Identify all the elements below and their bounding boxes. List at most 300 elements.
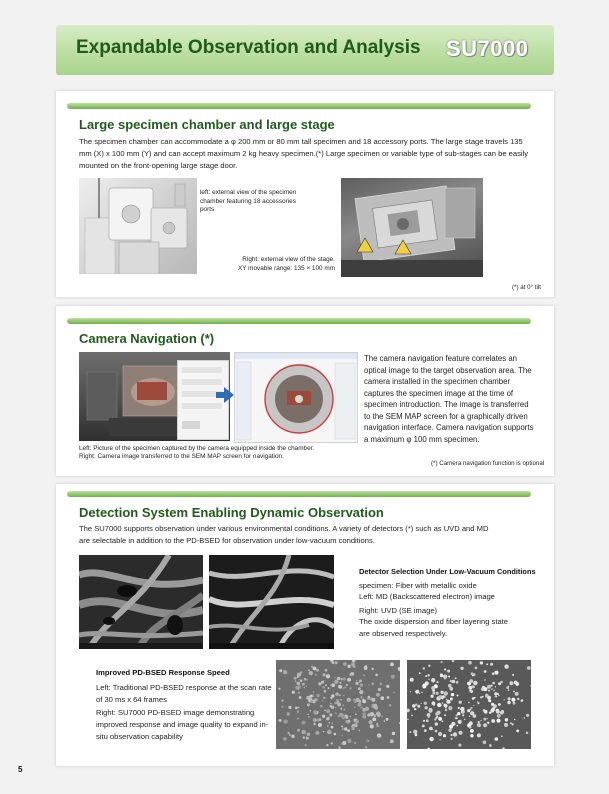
micrograph-particle [469,716,470,717]
micrograph-particle [487,685,491,689]
micrograph-particle [360,683,363,686]
section-divider-bar [67,103,531,109]
micrograph-particle [316,669,319,672]
micrograph-particle [493,690,495,692]
micrograph-particle [500,681,503,684]
micrograph-particle [367,713,370,716]
micrograph-particle [477,723,481,727]
micrograph-particle [291,735,295,739]
micrograph-particle [358,687,361,690]
micrograph-particle [514,681,518,685]
micrograph-particle [491,719,495,723]
micrograph-particle [470,721,471,722]
micrograph-particle [437,681,439,683]
micrograph-particle [316,731,320,735]
micrograph-particle [297,682,301,686]
micrograph-particle [467,709,470,712]
micrograph-particle [498,703,501,706]
sem-map-screenshot [234,352,358,443]
micrograph-particle [452,680,456,684]
micrograph-particle [415,704,417,706]
section-intro-detection-system: The SU7000 supports observation under various environmental conditions. A variety of detectors (*) such as UVD and MD are selectable in addition to the PD-BSED for observation under low-vacuum conditions. [79,524,489,545]
micrograph-particle [299,696,302,699]
section-title-large-chamber: Large specimen chamber and large stage [79,117,335,132]
micrograph-particle [304,678,307,681]
micrograph-particle [356,680,357,681]
micrograph-particle [472,685,475,688]
micrograph-particle [492,672,495,675]
micrograph-particle [450,680,452,682]
micrograph-particle [483,687,487,691]
micrograph-particle [521,699,524,702]
micrograph-particle [281,706,283,708]
micrograph-particle [424,684,427,687]
micrograph-particle [447,670,450,673]
caption-stage-right-1: Right: external view of the stage. [242,256,335,263]
stage-exterior-photo [341,178,483,277]
micrograph-particle [298,692,300,694]
micrograph-particle [421,692,422,693]
micrograph-particle [369,720,373,724]
chamber-exterior-photo [79,178,197,274]
micrograph-particle [297,729,300,732]
micrograph-particle [298,707,299,708]
micrograph-particle [362,712,366,716]
micrograph-particle [445,709,447,711]
micrograph-particle [301,721,305,725]
micrograph-particle [323,673,326,676]
micrograph-particle [320,705,323,708]
micrograph-particle [448,729,451,732]
micrograph-particle [511,698,515,702]
micrograph-particle [468,686,472,690]
micrograph-particle [353,665,356,668]
micrograph-particle [335,661,337,663]
micrograph-particle [428,674,430,676]
detector-description: The oxide dispersion and fiber layering state are observed respectively. [359,617,509,638]
micrograph-particle [363,674,365,676]
micrograph-particle [411,715,413,717]
micrograph-particle [398,667,400,671]
micrograph-particle [392,732,395,735]
micrograph-particle [386,685,389,688]
micrograph-particle [313,691,315,693]
detector-selection-heading: Detector Selection Under Low-Vacuum Conditions [359,567,536,576]
micrograph-particle [331,683,335,687]
micrograph-particle [302,683,305,686]
micrograph-particle [299,679,301,681]
micrograph-particle [305,744,307,746]
micrograph-particle [464,719,465,720]
micrograph-particle [328,730,332,734]
micrograph-particle [439,739,440,740]
micrograph-particle [527,666,531,670]
micrograph-particle [431,686,435,690]
micrograph-particle [459,731,463,735]
micrograph-particle [359,690,363,694]
camera-specimen-photo [79,352,230,441]
micrograph-particle [315,674,317,676]
section-divider-bar [67,491,531,497]
micrograph-particle [313,710,317,714]
micrograph-particle [526,714,529,717]
micrograph-particle [318,682,321,685]
micrograph-particle [343,677,346,680]
micrograph-particle [346,684,348,686]
pdbsed-right-description: Right: SU7000 PD-BSED image demonstrating improved response and image quality to expand in-situ observation capability [96,708,269,741]
pdbsed-su7000-image [407,660,531,749]
micrograph-particle [482,696,484,698]
micrograph-particle [480,696,482,698]
micrograph-particle [484,679,485,680]
micrograph-particle [450,698,453,701]
micrograph-particle [308,714,309,715]
micrograph-particle [322,715,325,718]
micrograph-particle [483,723,487,727]
micrograph-particle [306,737,309,740]
micrograph-particle [279,669,282,672]
pdbsed-traditional-image [276,660,400,749]
micrograph-particle [436,692,439,695]
micrograph-particle [513,702,516,705]
micrograph-particle [460,667,463,670]
micrograph-particle [308,669,310,671]
footnote-camera-optional: (*) Camera navigation function is optional [431,460,545,467]
micrograph-particle [484,670,487,673]
micrograph-particle [421,703,422,704]
micrograph-particle [350,672,354,676]
micrograph-particle [458,707,460,709]
detector-right-label: Right: UVD (SE image) [359,606,438,615]
micrograph-particle [380,683,383,686]
micrograph-particle [378,688,381,691]
micrograph-particle [423,667,425,669]
micrograph-particle [448,676,450,678]
micrograph-particle [470,707,472,709]
micrograph-particle [359,730,361,732]
micrograph-particle [337,677,341,681]
micrograph-particle [494,692,497,695]
micrograph-particle [443,734,446,737]
micrograph-particle [486,663,488,665]
micrograph-particle [458,720,461,723]
micrograph-particle [481,720,482,721]
micrograph-particle [504,723,508,727]
micrograph-particle [473,705,474,706]
micrograph-particle [342,704,344,706]
micrograph-particle [374,706,378,710]
micrograph-particle [513,691,515,693]
micrograph-particle [431,695,434,698]
micrograph-particle [342,735,343,736]
micrograph-particle [342,741,346,745]
micrograph-particle [451,734,453,736]
micrograph-particle [391,675,395,679]
micrograph-particle [376,693,380,697]
micrograph-particle [306,679,307,680]
micrograph-particle [389,704,392,707]
micrograph-particle [304,687,305,688]
micrograph-particle [487,722,489,724]
micrograph-particle [323,731,324,732]
micrograph-particle [483,741,487,745]
micrograph-particle [325,684,327,686]
micrograph-particle [344,709,346,711]
micrograph-particle [446,699,448,701]
micrograph-particle [362,699,366,703]
micrograph-particle [456,717,458,719]
micrograph-particle [491,688,492,689]
micrograph-particle [324,710,326,712]
micrograph-particle [432,701,436,705]
micrograph-particle [514,719,516,721]
micrograph-particle [319,718,322,721]
micrograph-particle [330,684,332,686]
micrograph-particle [484,710,487,713]
micrograph-particle [488,699,491,702]
micrograph-particle [287,712,290,715]
micrograph-particle [422,726,424,728]
micrograph-particle [318,723,322,727]
micrograph-particle [338,746,341,749]
micrograph-particle [489,712,491,714]
micrograph-particle [448,706,452,710]
micrograph-particle [497,714,501,718]
micrograph-particle [347,723,348,724]
caption-camera-right: Right: Camera image transferred to the SEM MAP screen for navigation. [79,453,284,460]
micrograph-particle [470,690,473,693]
micrograph-particle [515,692,519,696]
micrograph-particle [365,707,369,711]
micrograph-particle [517,698,519,700]
section-body-large-chamber: The specimen chamber can accommodate a φ 200 mm or 80 mm tall specimen and 18 accessory ports. The large stage travels 135 mm (X) x 100 mm (Y) and can accept maximum 2 kg heavy specimen.(*) Large specimen or variable type of sub-stages can be easily mounted on the front-opening large stage door. [79,137,529,170]
micrograph-particle [313,723,315,725]
micrograph-particle [485,694,489,698]
micrograph-particle [324,690,327,693]
micrograph-particle [390,663,394,667]
micrograph-particle [502,747,505,749]
micrograph-particle [495,737,499,741]
micrograph-particle [371,698,375,702]
micrograph-particle [281,699,283,701]
micrograph-particle [321,681,324,684]
micrograph-particle [307,703,310,706]
micrograph-particle [495,671,499,675]
micrograph-particle [316,694,319,697]
micrograph-particle [441,661,443,663]
micrograph-particle [307,733,310,736]
micrograph-particle [424,702,427,705]
micrograph-particle [429,737,433,741]
pdbsed-left-description: Left: Traditional PD-BSED response at the scan rate of 30 ms x 64 frames [96,683,272,704]
micrograph-particle [501,710,504,713]
micrograph-particle [297,718,299,720]
micrograph-particle [504,664,508,668]
micrograph-particle [279,719,282,722]
micrograph-particle [340,682,342,684]
micrograph-particle [508,697,511,700]
page-title: Expandable Observation and Analysis [76,37,421,58]
micrograph-particle [341,726,343,728]
micrograph-particle [332,661,335,664]
micrograph-particle [372,682,375,685]
micrograph-particle [292,691,295,694]
micrograph-particle [496,696,498,698]
micrograph-particle [331,742,333,744]
micrograph-particle [497,719,501,723]
micrograph-particle [322,700,323,701]
micrograph-particle [349,687,351,689]
micrograph-particle [512,674,514,676]
micrograph-particle [340,708,342,710]
micrograph-particle [435,722,438,725]
micrograph-particle [458,744,461,747]
micrograph-particle [457,725,459,727]
micrograph-particle [354,707,355,708]
micrograph-particle [492,682,495,685]
micrograph-particle [439,695,442,698]
micrograph-particle [342,728,344,730]
micrograph-particle [310,700,313,703]
micrograph-particle [283,670,287,674]
micrograph-particle [426,719,429,722]
micrograph-particle [390,739,394,743]
micrograph-particle [377,733,381,737]
micrograph-particle [491,685,493,687]
micrograph-particle [330,705,332,707]
micrograph-particle [294,677,297,680]
micrograph-particle [496,710,500,714]
micrograph-particle [457,695,459,697]
micrograph-particle [334,680,338,684]
micrograph-particle [425,675,427,677]
micrograph-particle [340,699,342,701]
micrograph-particle [288,732,290,734]
caption-chamber-left: left: external view of the specimen chamber featuring 18 accessories ports [200,189,297,213]
micrograph-particle [450,687,454,691]
micrograph-particle [478,721,480,723]
micrograph-particle [368,740,369,741]
micrograph-particle [501,735,503,737]
micrograph-particle [412,704,415,707]
micrograph-particle [456,714,458,716]
micrograph-particle [417,705,420,708]
micrograph-particle [470,729,474,733]
micrograph-particle [322,686,325,689]
micrograph-particle [347,678,351,682]
micrograph-particle [350,716,352,718]
micrograph-particle [399,722,400,723]
micrograph-particle [446,700,450,704]
micrograph-particle [425,706,428,709]
micrograph-particle [343,695,344,696]
micrograph-particle [372,668,374,670]
micrograph-particle [498,695,499,696]
micrograph-particle [468,702,470,704]
micrograph-particle [438,732,442,736]
micrograph-particle [338,685,342,689]
micrograph-particle [488,690,490,692]
micrograph-particle [335,692,338,695]
micrograph-particle [384,720,386,722]
micrograph-particle [475,667,478,670]
micrograph-particle [356,698,360,702]
micrograph-particle [330,703,332,705]
section-body-camera-navigation: The camera navigation feature correlates an optical image to the target observation area. The camera installed in the specimen chamber captures the specimen image at the time of specimen introduction. The image is transferred to the SEM MAP screen for a graphically driven navigation interface. Camera navigation supports a maximum φ 100 mm specimen. [364,354,534,444]
micrograph-particle [331,726,334,729]
micrograph-particle [424,729,427,732]
micrograph-particle [445,707,447,709]
micrograph-particle [365,746,367,748]
micrograph-particle [435,717,437,719]
micrograph-particle [437,703,441,707]
micrograph-particle [336,701,339,704]
micrograph-particle [432,729,433,730]
micrograph-particle [325,669,328,672]
micrograph-particle [495,686,496,687]
micrograph-particle [347,739,351,743]
micrograph-particle [459,701,462,704]
micrograph-particle [441,720,443,722]
micrograph-particle [288,706,291,709]
micrograph-particle [413,730,417,734]
micrograph-particle [342,714,344,716]
micrograph-particle [472,675,474,677]
micrograph-particle [432,692,435,695]
micrograph-particle [442,702,443,703]
micrograph-particle [423,720,425,722]
micrograph-particle [448,684,452,688]
micrograph-particle [387,696,390,699]
micrograph-particle [328,687,330,689]
micrograph-particle [317,699,319,701]
micrograph-particle [326,744,328,746]
micrograph-particle [469,726,472,729]
md-backscatter-image [79,555,203,649]
micrograph-particle [460,707,464,711]
micrograph-particle [352,660,355,662]
micrograph-particle [367,739,368,740]
micrograph-particle [443,675,447,679]
micrograph-particle [415,690,418,693]
micrograph-particle [530,685,531,687]
micrograph-particle [490,663,493,666]
micrograph-particle [342,687,344,689]
micrograph-particle [366,741,367,742]
micrograph-particle [444,668,446,670]
micrograph-particle [427,748,429,749]
micrograph-particle [334,733,337,736]
micrograph-particle [347,720,350,723]
micrograph-particle [310,710,312,712]
micrograph-particle [509,681,513,685]
micrograph-particle [478,702,480,704]
micrograph-particle [370,725,374,729]
micrograph-particle [440,691,443,694]
micrograph-particle [313,718,317,722]
micrograph-particle [444,691,448,695]
micrograph-particle [394,692,395,693]
detector-left-label: Left: MD (Backscattered electron) image [359,592,495,601]
micrograph-particle [452,660,455,662]
micrograph-particle [471,724,472,725]
micrograph-particle [335,707,336,708]
micrograph-particle [489,744,492,747]
micrograph-particle [331,722,333,724]
micrograph-particle [512,723,514,725]
micrograph-particle [335,713,336,714]
micrograph-particle [337,715,339,717]
